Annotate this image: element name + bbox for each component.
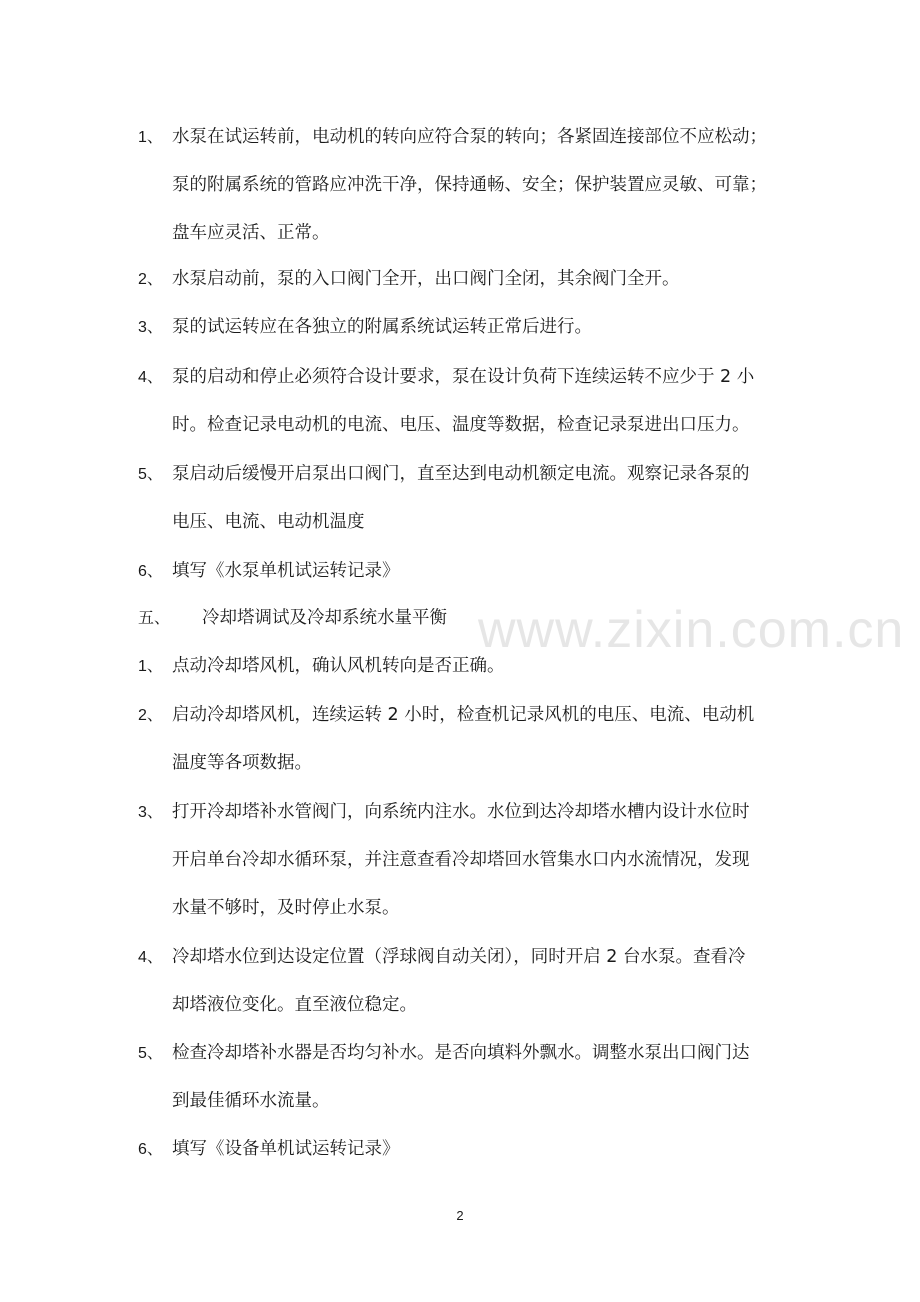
item-text: 泵的试运转应在各独立的附属系统试运转正常后进行。 (172, 317, 592, 337)
item-number: 2、 (138, 271, 163, 288)
item-number: 2、 (138, 707, 163, 724)
watermark: www.zixin.com.cn (478, 601, 905, 659)
list-item (138, 1125, 788, 1173)
item-text: 水泵在试运转前，电动机的转向应符合泵的转向；各紧固连接部位不应松动； (172, 127, 767, 147)
list-item (138, 303, 788, 351)
page-number: 2 (456, 1208, 464, 1223)
item-number: 6、 (138, 1141, 163, 1158)
item-number: 1、 (138, 129, 163, 146)
item-text: 时。检查记录电动机的电流、电压、温度等数据，检查记录泵进出口压力。 (172, 415, 750, 435)
item-text: 到最佳循环水流量。 (172, 1091, 330, 1111)
section-heading (138, 594, 788, 642)
item-text: 打开冷却塔补水管阀门，向系统内注水。水位到达冷却塔水槽内设计水位时 (172, 802, 750, 822)
list-item (138, 547, 788, 595)
item-number: 3、 (138, 804, 163, 821)
item-text: 泵启动后缓慢开启泵出口阀门，直至达到电动机额定电流。观察记录各泵的 (172, 464, 750, 484)
item-text: 却塔液位变化。直至液位稳定。 (172, 995, 417, 1015)
item-text: 水泵启动前，泵的入口阀门全开，出口阀门全闭，其余阀门全开。 (172, 269, 680, 289)
item-text: 启动冷却塔风机，连续运转 2 小时，检查机记录风机的电压、电流、电动机 (172, 705, 755, 725)
list-item (138, 113, 788, 257)
item-text: 泵的附属系统的管路应冲洗干净，保持通畅、安全；保护装置应灵敏、可靠； (172, 175, 767, 195)
list-item (138, 788, 788, 932)
list-item (138, 1029, 788, 1125)
list-item (138, 642, 788, 690)
item-number: 4、 (138, 369, 163, 386)
item-text: 泵的启动和停止必须符合设计要求，泵在设计负荷下连续运转不应少于 2 小 (172, 367, 755, 387)
item-number: 1、 (138, 658, 163, 675)
list-item (138, 691, 788, 787)
item-text: 温度等各项数据。 (172, 753, 312, 773)
item-number: 5、 (138, 1045, 163, 1062)
item-text: 填写《设备单机试运转记录》 (172, 1139, 400, 1159)
item-text: 电压、电流、电动机温度 (172, 512, 365, 532)
item-number: 5、 (138, 466, 163, 483)
list-item (138, 255, 788, 303)
list-item (138, 450, 788, 546)
section-number: 五、 (138, 610, 171, 627)
item-text: 填写《水泵单机试运转记录》 (172, 561, 400, 581)
item-text: 开启单台冷却水循环泵，并注意查看冷却塔回水管集水口内水流情况，发现 (172, 850, 750, 870)
item-text: 冷却塔水位到达设定位置（浮球阀自动关闭），同时开启 2 台水泵。查看冷 (172, 947, 746, 967)
item-text: 检查冷却塔补水器是否均匀补水。是否向填料外飘水。调整水泵出口阀门达 (172, 1043, 750, 1063)
item-text: 点动冷却塔风机，确认风机转向是否正确。 (172, 656, 505, 676)
list-item (138, 933, 788, 1029)
list-item (138, 353, 788, 449)
item-number: 4、 (138, 949, 163, 966)
item-text: 盘车应灵活、正常。 (172, 223, 330, 243)
item-number: 6、 (138, 563, 163, 580)
item-number: 3、 (138, 319, 163, 336)
item-text: 水量不够时，及时停止水泵。 (172, 898, 400, 918)
section-title: 冷却塔调试及冷却系统水量平衡 (202, 608, 447, 628)
